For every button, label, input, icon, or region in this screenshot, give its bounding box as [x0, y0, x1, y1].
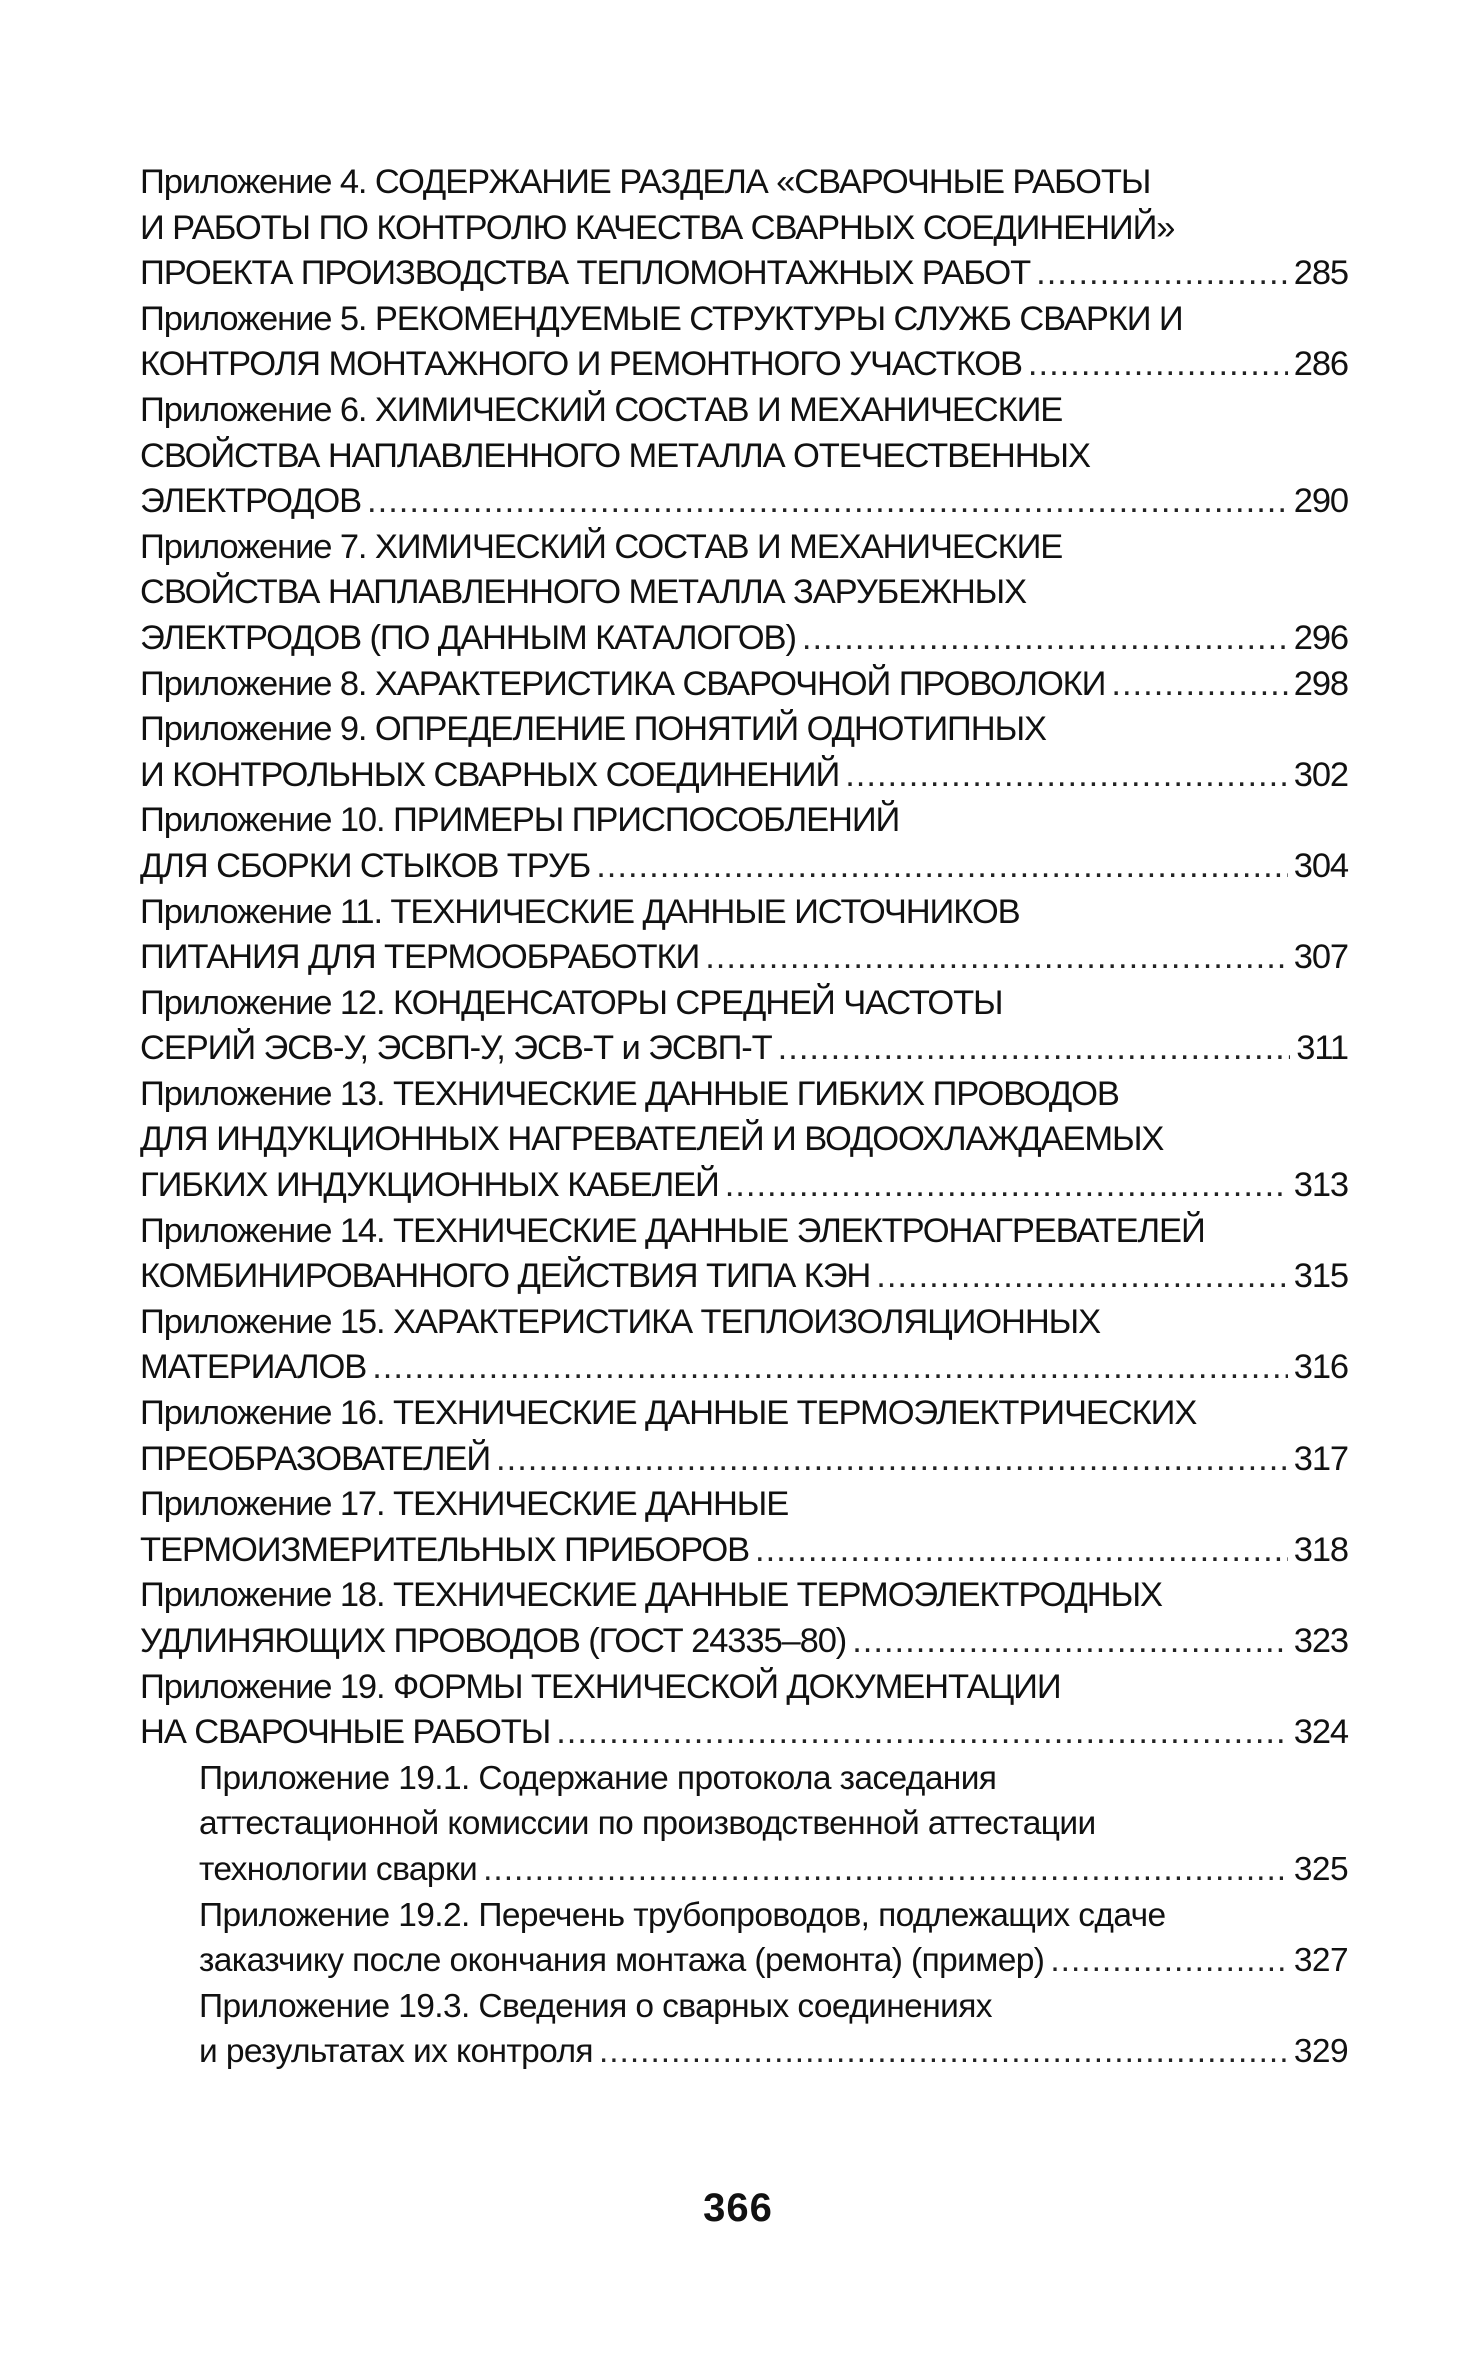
toc-entry-line: УДЛИНЯЮЩИХ ПРОВОДОВ (ГОСТ 24335–80) — [140, 1622, 847, 1660]
toc-page-ref: 318 — [1293, 1530, 1348, 1569]
toc-entry-line: Приложение 19.3. Сведения о сварных соединениях — [199, 1987, 992, 2025]
toc-entry-line: Приложение 19. ФОРМЫ ТЕХНИЧЕСКОЙ ДОКУМЕНТАЦИИ — [140, 1667, 1061, 1706]
dot-leader — [1036, 251, 1288, 297]
toc-entry-line: Приложение 5. РЕКОМЕНДУЕМЫЕ СТРУКТУРЫ СЛУЖБ СВАРКИ И — [140, 299, 1183, 338]
toc-entry-line: СВОЙСТВА НАПЛАВЛЕННОГО МЕТАЛЛА ОТЕЧЕСТВЕННЫХ — [140, 436, 1090, 475]
toc-entry-line: СЕРИЙ ЭСВ-У, ЭСВП-У, ЭСВ-Т и ЭСВП-Т — [140, 1029, 772, 1068]
toc-entry-line: Приложение 10. ПРИМЕРЫ ПРИСПОСОБЛЕНИЙ — [140, 801, 900, 840]
toc-entry-line: и результатах их контроля — [199, 2033, 593, 2071]
toc-page-ref: 298 — [1293, 664, 1348, 703]
page-number: 366 — [703, 2186, 773, 2230]
toc-entry-appendix-4[interactable] — [140, 160, 1348, 297]
dot-leader — [496, 1437, 1288, 1483]
toc-entry-appendix-16[interactable] — [140, 1391, 1348, 1482]
toc-entry-line: Приложение 8. ХАРАКТЕРИСТИКА СВАРОЧНОЙ ПРОВОЛОКИ — [140, 664, 1106, 703]
toc-entry-appendix-7[interactable] — [140, 525, 1348, 662]
toc-entry-line: Приложение 18. ТЕХНИЧЕСКИЕ ДАННЫЕ ТЕРМОЭЛЕКТРОДНЫХ — [140, 1576, 1162, 1615]
toc-entry-appendix-18[interactable] — [140, 1573, 1348, 1664]
dot-leader — [802, 616, 1288, 662]
dot-leader — [599, 2029, 1288, 2075]
toc-entry-line: Приложение 19.1. Содержание протокола заседания — [199, 1759, 997, 1797]
toc-entry-line: Приложение 9. ОПРЕДЕЛЕНИЕ ПОНЯТИЙ ОДНОТИПНЫХ — [140, 710, 1046, 749]
toc-entry-line: Приложение 4. СОДЕРЖАНИЕ РАЗДЕЛА «СВАРОЧНЫЕ РАБОТЫ — [140, 163, 1151, 201]
toc-page-ref: 290 — [1293, 482, 1348, 521]
toc-entry-line: ГИБКИХ ИНДУКЦИОННЫХ КАБЕЛЕЙ — [140, 1166, 719, 1205]
toc-entry-line: ДЛЯ СБОРКИ СТЫКОВ ТРУБ — [140, 846, 591, 885]
dot-leader — [755, 1528, 1288, 1574]
toc-entry-line: КОМБИНИРОВАННОГО ДЕЙСТВИЯ ТИПА КЭН — [140, 1257, 871, 1296]
toc-page-ref: 286 — [1293, 345, 1348, 384]
toc-page-ref: 324 — [1293, 1713, 1348, 1752]
toc-entry-line: Приложение 11. ТЕХНИЧЕСКИЕ ДАННЫЕ ИСТОЧНИКОВ — [140, 892, 1020, 931]
toc-entry-line: Приложение 14. ТЕХНИЧЕСКИЕ ДАННЫЕ ЭЛЕКТРОНАГРЕВАТЕЛЕЙ — [140, 1211, 1205, 1250]
toc-page-ref: 304 — [1293, 846, 1348, 885]
toc-entry-line: ТЕРМОИЗМЕРИТЕЛЬНЫХ ПРИБОРОВ — [140, 1530, 749, 1569]
toc-entry-appendix-19-3[interactable] — [199, 1984, 1348, 2075]
toc-entry-line: Приложение 7. ХИМИЧЕСКИЙ СОСТАВ И МЕХАНИЧЕСКИЕ — [140, 527, 1063, 566]
dot-leader — [852, 1619, 1288, 1665]
dot-leader — [845, 753, 1288, 799]
toc-entry-line: ПИТАНИЯ ДЛЯ ТЕРМООБРАБОТКИ — [140, 938, 700, 977]
toc-page-ref: 323 — [1293, 1622, 1348, 1660]
toc-entry-line: ПРОЕКТА ПРОИЗВОДСТВА ТЕПЛОМОНТАЖНЫХ РАБОТ — [140, 254, 1031, 293]
toc-entry-line: ПРЕОБРАЗОВАТЕЛЕЙ — [140, 1439, 491, 1478]
toc-entry-appendix-19[interactable] — [140, 1665, 1348, 1756]
dot-leader — [725, 1163, 1288, 1209]
toc-entry-line: ЭЛЕКТРОДОВ (ПО ДАННЫМ КАТАЛОГОВ) — [140, 618, 796, 657]
toc-entry-appendix-19-1[interactable] — [199, 1756, 1348, 1893]
toc-entry-line: НА СВАРОЧНЫЕ РАБОТЫ — [140, 1713, 551, 1752]
dot-leader — [705, 935, 1288, 981]
toc-entry-appendix-14[interactable] — [140, 1209, 1348, 1300]
toc-entry-appendix-8[interactable] — [140, 662, 1348, 708]
toc-entry-line: Приложение 16. ТЕХНИЧЕСКИЕ ДАННЫЕ ТЕРМОЭЛЕКТРИЧЕСКИХ — [140, 1394, 1197, 1433]
toc-page-ref: 315 — [1293, 1257, 1348, 1296]
dot-leader — [556, 1710, 1288, 1756]
dot-leader — [367, 479, 1288, 525]
toc-entry-line: Приложение 6. ХИМИЧЕСКИЙ СОСТАВ И МЕХАНИЧЕСКИЕ — [140, 390, 1063, 429]
toc-entry-appendix-19-2[interactable] — [199, 1893, 1348, 1984]
toc-entry-line: МАТЕРИАЛОВ — [140, 1348, 367, 1387]
toc-entry-line: Приложение 19.2. Перечень трубопроводов, подлежащих сдаче — [199, 1896, 1166, 1934]
toc-entry-line: ДЛЯ ИНДУКЦИОННЫХ НАГРЕВАТЕЛЕЙ И ВОДООХЛАЖДАЕМЫХ — [140, 1120, 1164, 1159]
toc-entry-line: СВОЙСТВА НАПЛАВЛЕННОГО МЕТАЛЛА ЗАРУБЕЖНЫХ — [140, 573, 1027, 612]
dot-leader — [876, 1254, 1288, 1300]
toc-entry-line: И КОНТРОЛЬНЫХ СВАРНЫХ СОЕДИНЕНИЙ — [140, 755, 840, 794]
toc-page-ref: 311 — [1296, 1029, 1348, 1068]
table-of-contents — [140, 160, 1348, 2075]
toc-entry-line: КОНТРОЛЯ МОНТАЖНОГО И РЕМОНТНОГО УЧАСТКОВ — [140, 345, 1022, 384]
toc-page-ref: 307 — [1293, 938, 1348, 977]
toc-page-ref: 285 — [1293, 254, 1348, 293]
dot-leader — [778, 1026, 1290, 1072]
toc-page-ref: 329 — [1293, 2033, 1348, 2071]
toc-entry-line: Приложение 12. КОНДЕНСАТОРЫ СРЕДНЕЙ ЧАСТОТЫ — [140, 983, 1003, 1022]
toc-entry-appendix-11[interactable] — [140, 890, 1348, 981]
toc-entry-appendix-15[interactable] — [140, 1300, 1348, 1391]
toc-entry-line: Приложение 15. ХАРАКТЕРИСТИКА ТЕПЛОИЗОЛЯЦИОННЫХ — [140, 1302, 1100, 1341]
toc-page-ref: 296 — [1293, 618, 1348, 657]
dot-leader — [1028, 342, 1288, 388]
toc-entry-line: технологии сварки — [199, 1850, 478, 1888]
toc-page-ref: 327 — [1293, 1942, 1348, 1980]
toc-page-ref: 302 — [1293, 755, 1348, 794]
toc-page-ref: 313 — [1293, 1166, 1348, 1205]
toc-entry-appendix-12[interactable] — [140, 981, 1348, 1072]
toc-page-ref: 316 — [1293, 1348, 1348, 1387]
toc-entry-line: Приложение 17. ТЕХНИЧЕСКИЕ ДАННЫЕ — [140, 1485, 789, 1524]
toc-entry-appendix-5[interactable] — [140, 297, 1348, 388]
toc-entry-line: аттестационной комиссии по производственной аттестации — [199, 1805, 1096, 1843]
toc-page-ref: 325 — [1293, 1850, 1348, 1888]
toc-entry-appendix-9[interactable] — [140, 707, 1348, 798]
dot-leader — [596, 844, 1288, 890]
toc-entry-appendix-10[interactable] — [140, 798, 1348, 889]
toc-page-ref: 317 — [1293, 1439, 1348, 1478]
toc-entry-line: ЭЛЕКТРОДОВ — [140, 482, 362, 521]
toc-entry-appendix-6[interactable] — [140, 388, 1348, 525]
toc-entry-line: заказчику после окончания монтажа (ремонта) (пример) — [199, 1942, 1045, 1980]
dot-leader — [372, 1345, 1288, 1391]
toc-entry-appendix-17[interactable] — [140, 1482, 1348, 1573]
dot-leader — [1050, 1938, 1288, 1984]
dot-leader — [1111, 662, 1287, 708]
dot-leader — [483, 1847, 1288, 1893]
toc-entry-appendix-13[interactable] — [140, 1072, 1348, 1209]
toc-entry-line: И РАБОТЫ ПО КОНТРОЛЮ КАЧЕСТВА СВАРНЫХ СОЕДИНЕНИЙ» — [140, 208, 1175, 247]
toc-entry-line: Приложение 13. ТЕХНИЧЕСКИЕ ДАННЫЕ ГИБКИХ ПРОВОДОВ — [140, 1074, 1119, 1113]
